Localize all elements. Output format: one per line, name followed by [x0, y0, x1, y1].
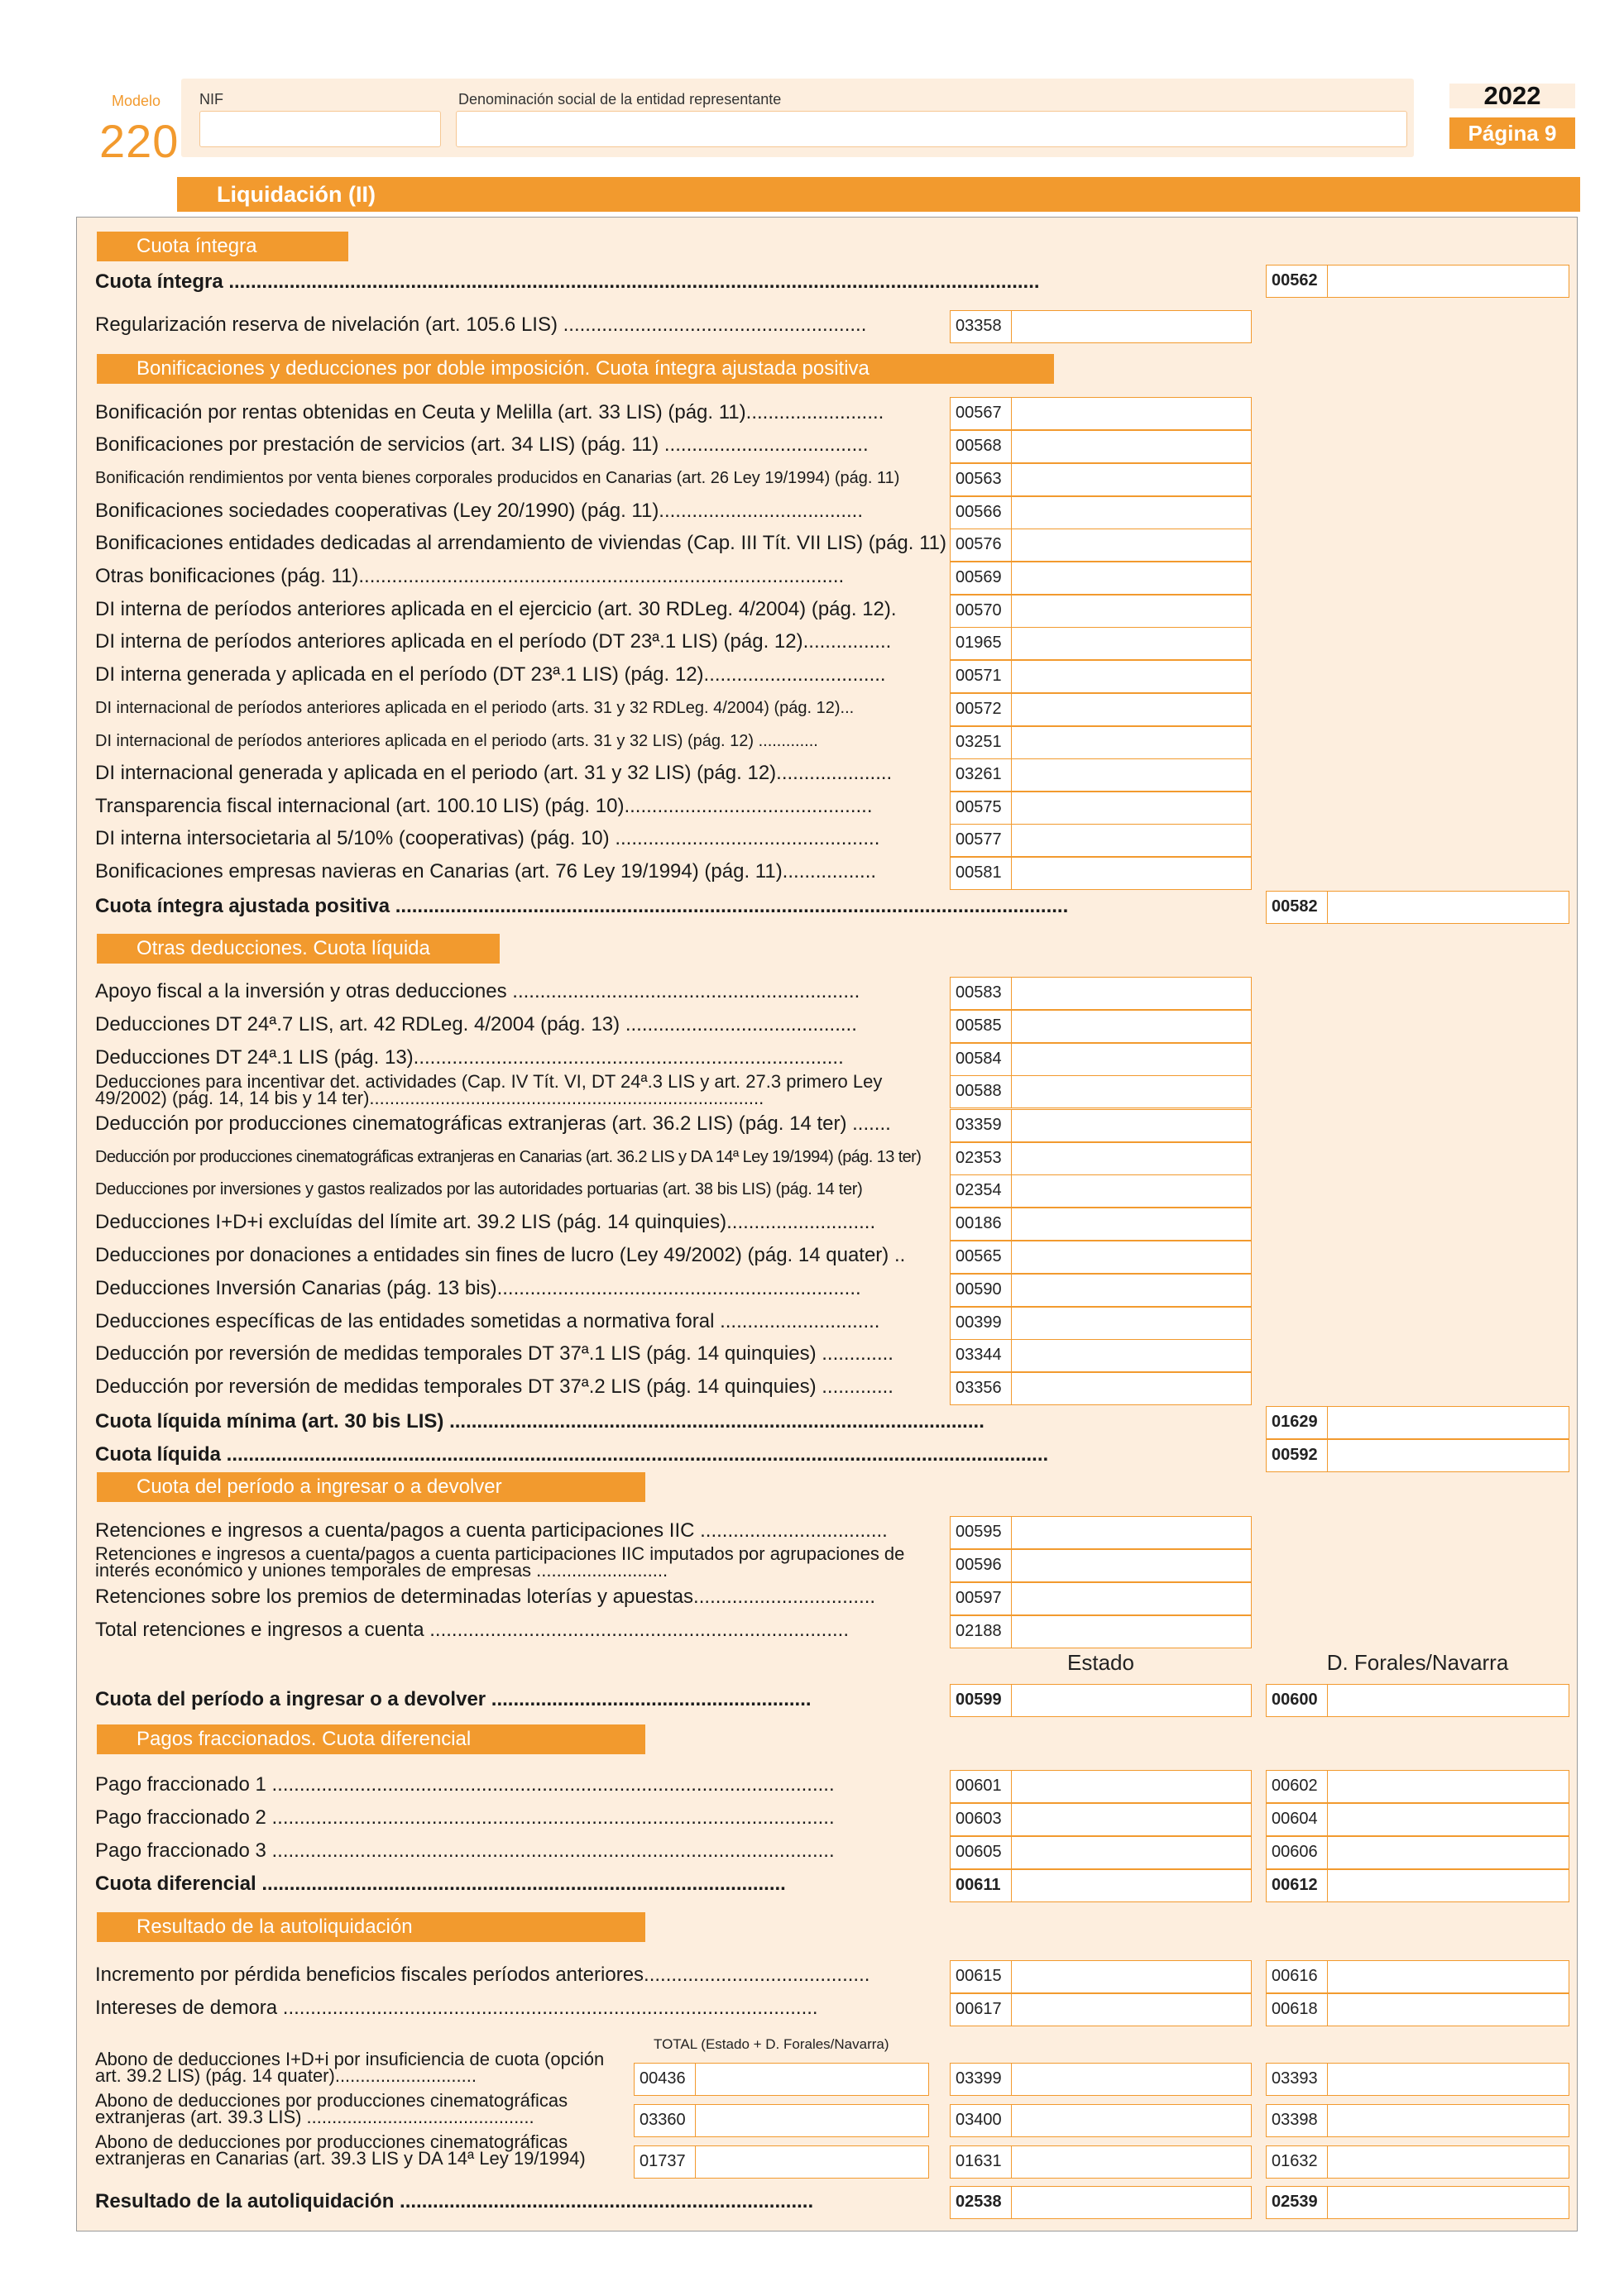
row-label-b12: DI internacional generada y aplicada en el periodo (art. 31 y 32 LIS) (pág. 12)..................... — [95, 762, 893, 784]
column-header-estado: Estado — [1067, 1650, 1134, 1675]
code-00597: 00597 — [951, 1583, 1012, 1614]
code-03398: 03398 — [1267, 2105, 1328, 2136]
code-00565: 00565 — [951, 1241, 1012, 1273]
row-label-b9: DI interna generada y aplicada en el período (DT 23ª.1 LIS) (pág. 12)................................. — [95, 663, 886, 686]
field-00566[interactable] — [950, 496, 1252, 529]
code-00186: 00186 — [951, 1208, 1012, 1240]
field-00595[interactable] — [950, 1516, 1252, 1549]
modelo-label: Modelo — [112, 93, 161, 109]
row-label-d3: Deducciones DT 24ª.1 LIS (pág. 13).............................................................................. — [95, 1046, 844, 1069]
row-label-cuota-ajustada: Cuota íntegra ajustada positiva .......................................................................................................................... — [95, 895, 1069, 917]
code-00596: 00596 — [951, 1550, 1012, 1581]
field-03359[interactable] — [950, 1109, 1252, 1142]
field-02354[interactable] — [950, 1174, 1252, 1208]
code-03393: 03393 — [1267, 2064, 1328, 2095]
row-label-b15: Bonificaciones empresas navieras en Canarias (art. 76 Ley 19/1994) (pág. 11)................. — [95, 860, 877, 883]
row-label-d11: Deducciones específicas de las entidades sometidas a normativa foral ............................. — [95, 1310, 880, 1332]
field-00615[interactable] — [950, 1960, 1252, 1993]
code-00603: 00603 — [951, 1804, 1012, 1835]
field-00596[interactable] — [950, 1549, 1252, 1582]
field-03261[interactable] — [950, 758, 1252, 792]
code-00618: 00618 — [1267, 1994, 1328, 2026]
code-00601: 00601 — [951, 1771, 1012, 1802]
row-label-cuota-diferencial: Cuota diferencial ............................................................................................... — [95, 1873, 786, 1895]
field-02539[interactable] — [1266, 2186, 1569, 2219]
field-02353[interactable] — [950, 1142, 1252, 1175]
field-00584[interactable] — [950, 1043, 1252, 1076]
field-00575[interactable] — [950, 792, 1252, 825]
denominacion-input[interactable] — [456, 111, 1407, 147]
code-00577: 00577 — [951, 825, 1012, 856]
field-00602[interactable] — [1266, 1770, 1569, 1803]
column-header-total: TOTAL (Estado + D. Forales/Navarra) — [654, 2036, 889, 2052]
code-00567: 00567 — [951, 398, 1012, 429]
code-00562: 00562 — [1267, 265, 1328, 297]
field-03251[interactable] — [950, 726, 1252, 759]
row-label-b6: Otras bonificaciones (pág. 11)........................................................................................ — [95, 565, 845, 587]
row-label-regularizacion: Regularización reserva de nivelación (art. 105.6 LIS) ....................................................... — [95, 313, 867, 336]
code-00581: 00581 — [951, 858, 1012, 889]
field-00569[interactable] — [950, 562, 1252, 595]
code-03344: 03344 — [951, 1340, 1012, 1371]
field-03344[interactable] — [950, 1339, 1252, 1372]
field-00576[interactable] — [950, 529, 1252, 562]
field-01632[interactable] — [1266, 2145, 1569, 2179]
row-label-pf2: Pago fraccionado 2 ...................................................................................................... — [95, 1806, 835, 1829]
field-01631[interactable] — [950, 2145, 1252, 2179]
code-00606: 00606 — [1267, 1837, 1328, 1868]
field-00577[interactable] — [950, 824, 1252, 857]
row-label-r1: Retenciones e ingresos a cuenta/pagos a cuenta participaciones IIC .................................. — [95, 1519, 888, 1542]
code-00602: 00602 — [1267, 1771, 1328, 1802]
field-00563[interactable] — [950, 463, 1252, 496]
code-00588: 00588 — [951, 1076, 1012, 1107]
row-label-pf3: Pago fraccionado 3 ...................................................................................................... — [95, 1839, 835, 1862]
row-label-b1: Bonificación por rentas obtenidas en Ceuta y Melilla (art. 33 LIS) (pág. 11)......................... — [95, 401, 884, 423]
code-00563: 00563 — [951, 464, 1012, 495]
field-00562[interactable] — [1266, 265, 1569, 298]
field-00603[interactable] — [950, 1803, 1252, 1836]
row-label-b14: DI interna intersocietaria al 5/10% (cooperativas) (pág. 10) ................................................ — [95, 827, 880, 849]
field-00567[interactable] — [950, 397, 1252, 430]
code-03358: 03358 — [951, 311, 1012, 342]
row-label-d5: Deducción por producciones cinematográficas extranjeras (art. 36.2 LIS) (pág. 14 ter) ....... — [95, 1112, 891, 1135]
field-00597[interactable] — [950, 1582, 1252, 1615]
row-label-b5: Bonificaciones entidades dedicadas al arrendamiento de viviendas (Cap. III Tít. VII LIS) (pág. 11) — [95, 532, 947, 554]
field-03393[interactable] — [1266, 2063, 1569, 2096]
code-02539: 02539 — [1267, 2187, 1328, 2218]
field-00571[interactable] — [950, 660, 1252, 693]
code-02354: 02354 — [951, 1175, 1012, 1207]
field-00581[interactable] — [950, 857, 1252, 890]
field-00585[interactable] — [950, 1010, 1252, 1043]
code-03400: 03400 — [951, 2105, 1012, 2136]
nif-input[interactable] — [199, 111, 441, 147]
code-00604: 00604 — [1267, 1804, 1328, 1835]
code-00585: 00585 — [951, 1011, 1012, 1042]
field-00588[interactable] — [950, 1075, 1252, 1108]
year-badge: 2022 — [1449, 84, 1575, 108]
row-label-d9: Deducciones por donaciones a entidades sin fines de lucro (Ley 49/2002) (pág. 14 quater) .. — [95, 1244, 906, 1266]
code-01629: 01629 — [1267, 1407, 1328, 1438]
field-00186[interactable] — [950, 1208, 1252, 1241]
field-00590[interactable] — [950, 1274, 1252, 1307]
field-02538[interactable] — [950, 2186, 1252, 2219]
code-01737: 01737 — [635, 2146, 696, 2178]
row-label-cuota-liquida-minima: Cuota líquida mínima (art. 30 bis LIS) ................................................................................................. — [95, 1410, 984, 1433]
field-03358[interactable] — [950, 310, 1252, 343]
field-01737[interactable] — [634, 2145, 929, 2179]
field-03399[interactable] — [950, 2063, 1252, 2096]
row-label-incremento: Incremento por pérdida beneficios fiscales períodos anteriores......................................... — [95, 1964, 870, 1986]
field-00605[interactable] — [950, 1836, 1252, 1869]
code-00616: 00616 — [1267, 1961, 1328, 1992]
row-label-d1: Apoyo fiscal a la inversión y otras deducciones ............................................................... — [95, 980, 860, 1002]
section-cuota-integra: Cuota íntegra — [97, 232, 348, 261]
code-00617: 00617 — [951, 1994, 1012, 2026]
field-03360[interactable] — [634, 2104, 929, 2137]
field-01965[interactable] — [950, 627, 1252, 660]
field-00565[interactable] — [950, 1241, 1252, 1274]
row-label-pf1: Pago fraccionado 1 ...................................................................................................... — [95, 1773, 835, 1796]
code-01631: 01631 — [951, 2146, 1012, 2178]
field-00604[interactable] — [1266, 1803, 1569, 1836]
row-label-intereses: Intereses de demora ................................................................................................. — [95, 1997, 818, 2019]
field-00616[interactable] — [1266, 1960, 1569, 1993]
code-00582: 00582 — [1267, 892, 1328, 923]
row-label-r2: Retenciones e ingresos a cuenta/pagos a cuenta participaciones IIC imputados por agrupaciones de interés económico y uniones temporales de empresas .......................... — [95, 1546, 905, 1581]
code-02353: 02353 — [951, 1143, 1012, 1174]
code-00592: 00592 — [1267, 1440, 1328, 1471]
row-label-abono2: Abono de deducciones por producciones cinematográficas extranjeras (art. 39.3 LIS) ............................................. — [95, 2093, 568, 2127]
field-03398[interactable] — [1266, 2104, 1569, 2137]
denominacion-label: Denominación social de la entidad representante — [458, 91, 782, 108]
code-00599: 00599 — [951, 1685, 1012, 1716]
code-03261: 03261 — [951, 759, 1012, 791]
code-02188: 02188 — [951, 1616, 1012, 1648]
row-label-b11: DI internacional de períodos anteriores aplicada en el periodo (arts. 31 y 32 LIS) (pág. 12) ............. — [95, 732, 818, 750]
code-00569: 00569 — [951, 562, 1012, 594]
code-00611: 00611 — [951, 1870, 1012, 1901]
field-00436[interactable] — [634, 2063, 929, 2096]
section-cuota-periodo: Cuota del período a ingresar o a devolver — [97, 1472, 645, 1502]
field-03356[interactable] — [950, 1372, 1252, 1405]
field-00599[interactable] — [950, 1684, 1252, 1717]
row-label-abono1: Abono de deducciones I+D+i por insuficiencia de cuota (opción art. 39.2 LIS) (pág. 14 quater)............................ — [95, 2051, 605, 2086]
row-label-cuota-liquida: Cuota líquida ..................................................................................................................................................... — [95, 1443, 1049, 1466]
code-02538: 02538 — [951, 2187, 1012, 2218]
row-label-d13: Deducción por reversión de medidas temporales DT 37ª.2 LIS (pág. 14 quinquies) ............. — [95, 1375, 893, 1398]
code-00570: 00570 — [951, 596, 1012, 627]
code-03360: 03360 — [635, 2105, 696, 2136]
code-00584: 00584 — [951, 1044, 1012, 1075]
field-00612[interactable] — [1266, 1869, 1569, 1902]
code-00399: 00399 — [951, 1308, 1012, 1339]
field-00606[interactable] — [1266, 1836, 1569, 1869]
field-00582[interactable] — [1266, 891, 1569, 924]
code-00576: 00576 — [951, 529, 1012, 561]
code-00583: 00583 — [951, 978, 1012, 1009]
code-00605: 00605 — [951, 1837, 1012, 1868]
section-bonificaciones: Bonificaciones y deducciones por doble imposición. Cuota íntegra ajustada positiva — [97, 354, 1054, 384]
modelo-number: 220 — [99, 115, 180, 167]
code-03356: 03356 — [951, 1373, 1012, 1404]
code-00575: 00575 — [951, 792, 1012, 824]
row-label-cuota-periodo: Cuota del período a ingresar o a devolver .......................................................... — [95, 1688, 812, 1710]
field-00583[interactable] — [950, 977, 1252, 1010]
field-03400[interactable] — [950, 2104, 1252, 2137]
section-otras-deducciones: Otras deducciones. Cuota líquida — [97, 934, 500, 964]
row-label-cuota-integra: Cuota íntegra ................................................................................................................................................... — [95, 270, 1040, 293]
field-01629[interactable] — [1266, 1406, 1569, 1439]
row-label-abono3: Abono de deducciones por producciones cinematográficas extranjeras en Canarias (art. 39.3 LIS y DA 14ª Ley 19/1994) — [95, 2134, 586, 2169]
row-label-b13: Transparencia fiscal internacional (art. 100.10 LIS) (pág. 10)............................................. — [95, 795, 873, 817]
code-00568: 00568 — [951, 431, 1012, 462]
code-00600: 00600 — [1267, 1685, 1328, 1716]
row-label-r3: Retenciones sobre los premios de determinadas loterías y apuestas................................. — [95, 1586, 876, 1608]
page-badge: Página 9 — [1449, 117, 1575, 149]
code-00572: 00572 — [951, 694, 1012, 725]
code-00436: 00436 — [635, 2064, 696, 2095]
row-label-resultado: Resultado de la autoliquidación ........................................................................... — [95, 2190, 814, 2212]
row-label-d2: Deducciones DT 24ª.7 LIS, art. 42 RDLeg. 4/2004 (pág. 13) .......................................... — [95, 1013, 857, 1036]
code-00566: 00566 — [951, 497, 1012, 529]
row-label-d8: Deducciones I+D+i excluídas del límite art. 39.2 LIS (pág. 14 quinquies)........................... — [95, 1211, 876, 1233]
field-00618[interactable] — [1266, 1993, 1569, 2026]
row-label-d6: Deducción por producciones cinematográficas extranjeras en Canarias (art. 36.2 LIS y DA 14ª Ley 19/1994) (pág. 13 ter) — [95, 1148, 922, 1166]
code-00571: 00571 — [951, 661, 1012, 692]
row-label-b2: Bonificaciones por prestación de servicios (art. 34 LIS) (pág. 11) ..................................... — [95, 433, 869, 456]
row-label-b4: Bonificaciones sociedades cooperativas (Ley 20/1990) (pág. 11)..................................... — [95, 500, 864, 522]
code-03399: 03399 — [951, 2064, 1012, 2095]
column-header-forales: D. Forales/Navarra — [1326, 1650, 1509, 1675]
field-00568[interactable] — [950, 430, 1252, 463]
field-00399[interactable] — [950, 1307, 1252, 1340]
code-01632: 01632 — [1267, 2146, 1328, 2178]
row-label-b7: DI interna de períodos anteriores aplicada en el ejercicio (art. 30 RDLeg. 4/2004) (pág. 12). — [95, 598, 897, 620]
row-label-d7: Deducciones por inversiones y gastos realizados por las autoridades portuarias (art. 38 bis LIS) (pág. 14 ter) — [95, 1180, 863, 1198]
field-00600[interactable] — [1266, 1684, 1569, 1717]
code-00595: 00595 — [951, 1517, 1012, 1548]
field-00592[interactable] — [1266, 1439, 1569, 1472]
field-00601[interactable] — [950, 1770, 1252, 1803]
page-title: Liquidación (II) — [177, 177, 1580, 212]
code-00615: 00615 — [951, 1961, 1012, 1992]
field-00570[interactable] — [950, 595, 1252, 628]
row-label-b8: DI interna de períodos anteriores aplicada en el período (DT 23ª.1 LIS) (pág. 12)................ — [95, 630, 892, 653]
row-label-b3: Bonificación rendimientos por venta bienes corporales producidos en Canarias (art. 26 Ley 19/1994) (pág. 11) — [95, 469, 900, 487]
row-label-b10: DI internacional de períodos anteriores aplicada en el periodo (arts. 31 y 32 RDLeg. 4/2004) (pág. 12)... — [95, 699, 855, 717]
row-label-d10: Deducciones Inversión Canarias (pág. 13 bis).................................................................. — [95, 1277, 861, 1299]
code-01965: 01965 — [951, 628, 1012, 659]
section-pagos-fraccionados: Pagos fraccionados. Cuota diferencial — [97, 1724, 645, 1754]
field-00572[interactable] — [950, 693, 1252, 726]
code-00612: 00612 — [1267, 1870, 1328, 1901]
row-label-d4: Deducciones para incentivar det. actividades (Cap. IV Tít. VI, DT 24ª.3 LIS y art. 27.3 primero Ley 49/2002) (pág. 14, 14 bis y 14 ter).............................................................................. — [95, 1074, 883, 1108]
code-00590: 00590 — [951, 1275, 1012, 1306]
code-03359: 03359 — [951, 1110, 1012, 1141]
field-02188[interactable] — [950, 1615, 1252, 1648]
field-00617[interactable] — [950, 1993, 1252, 2026]
row-label-r4: Total retenciones e ingresos a cuenta ............................................................................ — [95, 1619, 850, 1641]
section-resultado: Resultado de la autoliquidación — [97, 1912, 645, 1942]
code-03251: 03251 — [951, 727, 1012, 758]
field-00611[interactable] — [950, 1869, 1252, 1902]
nif-label: NIF — [199, 91, 223, 108]
row-label-d12: Deducción por reversión de medidas temporales DT 37ª.1 LIS (pág. 14 quinquies) ............. — [95, 1342, 893, 1365]
